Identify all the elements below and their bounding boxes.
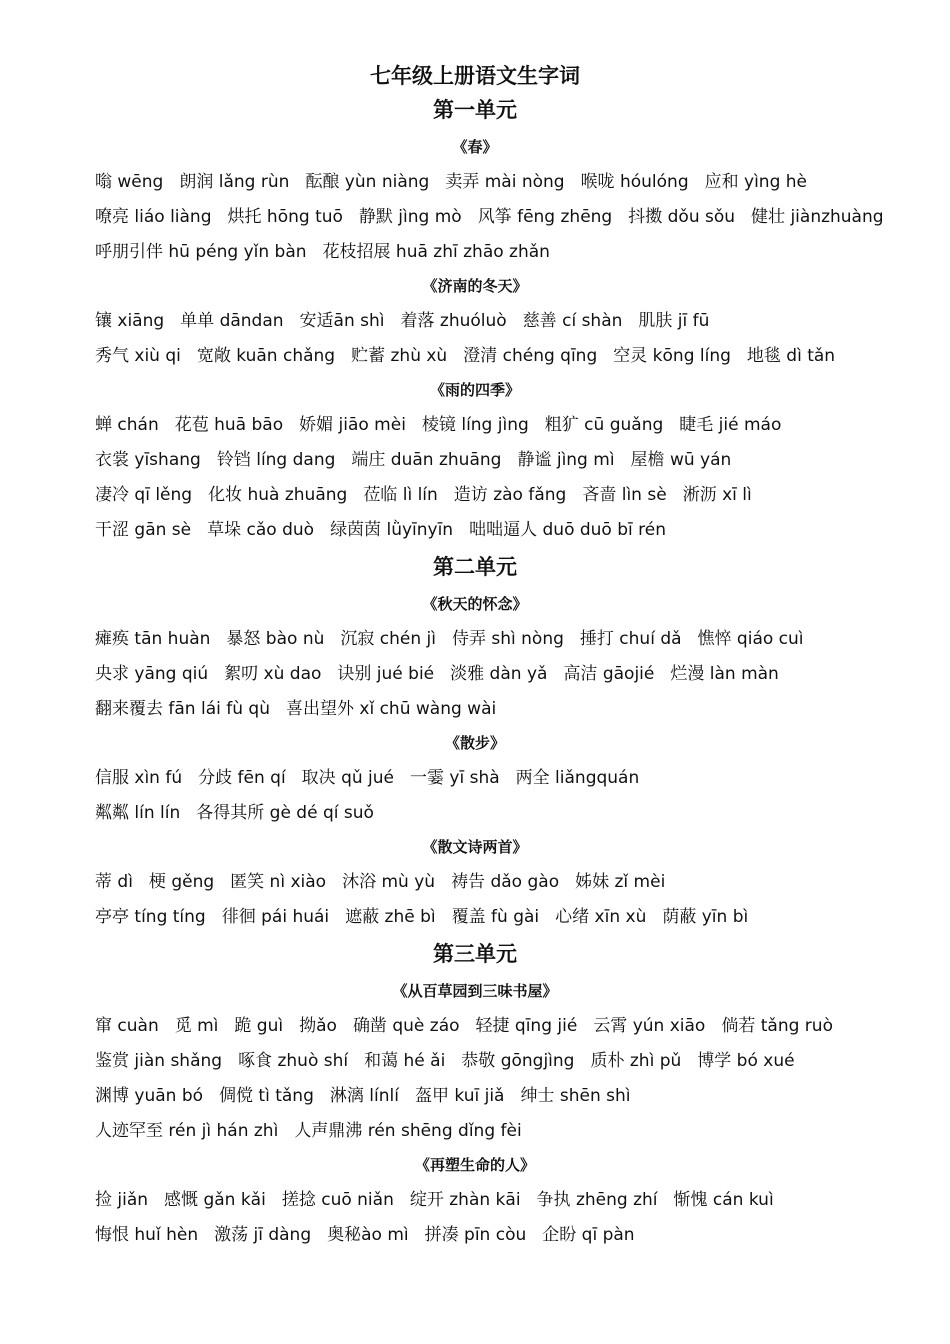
vocabulary-row	[95, 1119, 915, 1143]
vocabulary-row	[95, 905, 915, 929]
lesson-title: 《从百草园到三味书屋》	[392, 982, 558, 1000]
lesson-title: 《雨的四季》	[429, 381, 520, 399]
vocabulary-word: 抖擞 dǒu sǒu	[628, 207, 736, 227]
vocabulary-word: 捡 jiǎn	[95, 1190, 149, 1210]
vocabulary-word: 翻来覆去 fān lái fù qù	[95, 699, 270, 719]
vocabulary-word: 喜出望外 xǐ chū wàng wài	[285, 699, 497, 719]
lesson-title: 《秋天的怀念》	[422, 595, 528, 613]
vocabulary-word: 绅士 shēn shì	[520, 1086, 631, 1106]
vocabulary-word: 徘徊 pái huái	[221, 907, 330, 927]
unit-heading: 第二单元	[433, 555, 517, 579]
vocabulary-row	[95, 483, 915, 507]
vocabulary-row	[95, 518, 915, 542]
vocabulary-row	[95, 801, 915, 825]
vocabulary-word: 亭亭 tíng tíng	[95, 907, 206, 927]
unit-heading: 第三单元	[433, 942, 517, 966]
vocabulary-word: 盔甲 kuī jiǎ	[414, 1086, 505, 1106]
vocabulary-word: 铃铛 líng dang	[216, 450, 336, 470]
lesson-title: 《再塑生命的人》	[414, 1156, 535, 1174]
vocabulary-word: 人迹罕至 rén jì hán zhì	[95, 1121, 279, 1141]
vocabulary-row	[95, 240, 915, 264]
vocabulary-word: 蒂 dì	[95, 872, 133, 892]
vocabulary-word: 草垛 cǎo duò	[207, 520, 315, 540]
vocabulary-word: 倘若 tǎng ruò	[721, 1016, 833, 1036]
vocabulary-word: 干涩 gān sè	[95, 520, 192, 540]
vocabulary-word: 博学 bó xué	[697, 1051, 795, 1071]
vocabulary-word: 睫毛 jié máo	[679, 415, 782, 435]
vocabulary-word: 姊妹 zǐ mèi	[575, 872, 666, 892]
vocabulary-word: 造访 zào fǎng	[453, 485, 567, 505]
vocabulary-word: 云霄 yún xiāo	[593, 1016, 706, 1036]
vocabulary-row	[95, 309, 915, 333]
vocabulary-word: 静默 jìng mò	[358, 207, 462, 227]
vocabulary-word: 嘹亮 liáo liàng	[95, 207, 212, 227]
vocabulary-word: 遮蔽 zhē bì	[345, 907, 436, 927]
vocabulary-word: 人声鼎沸 rén shēng dǐng fèi	[294, 1121, 522, 1141]
vocabulary-row	[95, 1188, 915, 1212]
vocabulary-word: 安适ān shì	[299, 311, 385, 331]
vocabulary-word: 絮叨 xù dao	[224, 664, 322, 684]
vocabulary-word: 确凿 què záo	[352, 1016, 460, 1036]
vocabulary-word: 憔悴 qiáo cuì	[697, 629, 804, 649]
vocabulary-word: 化妆 huà zhuāng	[208, 485, 348, 505]
vocabulary-word: 绽开 zhàn kāi	[409, 1190, 521, 1210]
vocabulary-word: 高洁 gāojié	[563, 664, 655, 684]
vocabulary-word: 健壮 jiànzhuàng	[751, 207, 884, 227]
vocabulary-word: 衣裳 yīshang	[95, 450, 201, 470]
vocabulary-word: 觅 mì	[174, 1016, 219, 1036]
vocabulary-word: 吝啬 lìn sè	[582, 485, 667, 505]
vocabulary-word: 绿茵茵 lǜyīnyīn	[330, 520, 454, 540]
vocabulary-word: 倜傥 tì tǎng	[219, 1086, 314, 1106]
vocabulary-word: 两全 liǎngquán	[515, 768, 640, 788]
vocabulary-word: 棱镜 líng jìng	[421, 415, 529, 435]
vocabulary-word: 质朴 zhì pǔ	[590, 1051, 682, 1071]
vocabulary-word: 静谧 jìng mì	[517, 450, 615, 470]
vocabulary-word: 地毯 dì tǎn	[746, 346, 836, 366]
vocabulary-row	[95, 413, 915, 437]
vocabulary-word: 荫蔽 yīn bì	[662, 907, 749, 927]
vocabulary-word: 淡雅 dàn yǎ	[450, 664, 548, 684]
vocabulary-word: 感慨 gǎn kǎi	[164, 1190, 266, 1210]
document-title: 七年级上册语文生字词	[370, 64, 580, 88]
vocabulary-word: 着落 zhuóluò	[400, 311, 507, 331]
vocabulary-word: 祷告 dǎo gào	[451, 872, 560, 892]
unit-heading: 第一单元	[433, 98, 517, 122]
vocabulary-word: 花苞 huā bāo	[174, 415, 284, 435]
vocabulary-word: 沐浴 mù yù	[342, 872, 436, 892]
vocabulary-word: 烘托 hōng tuō	[227, 207, 343, 227]
vocabulary-row	[95, 205, 915, 229]
vocabulary-word: 朗润 lǎng rùn	[179, 172, 290, 192]
vocabulary-word: 卖弄 mài nòng	[445, 172, 565, 192]
vocabulary-word: 捶打 chuí dǎ	[579, 629, 682, 649]
lesson-title: 《济南的冬天》	[422, 277, 528, 295]
vocabulary-word: 拗ǎo	[299, 1016, 337, 1036]
vocabulary-word: 花枝招展 huā zhī zhāo zhǎn	[322, 242, 550, 262]
vocabulary-word: 慈善 cí shàn	[522, 311, 623, 331]
lesson-title: 《春》	[452, 138, 498, 156]
vocabulary-word: 侍弄 shì nòng	[451, 629, 564, 649]
vocabulary-word: 瘫痪 tān huàn	[95, 629, 211, 649]
vocabulary-word: 一霎 yī shà	[410, 768, 500, 788]
vocabulary-word: 镶 xiāng	[95, 311, 165, 331]
vocabulary-word: 企盼 qī pàn	[542, 1225, 635, 1245]
vocabulary-word: 烂漫 làn màn	[670, 664, 779, 684]
vocabulary-word: 空灵 kōng líng	[613, 346, 731, 366]
vocabulary-word: 娇媚 jiāo mèi	[299, 415, 406, 435]
vocabulary-word: 心绪 xīn xù	[555, 907, 647, 927]
vocabulary-row	[95, 870, 915, 894]
vocabulary-word: 屋檐 wū yán	[630, 450, 732, 470]
vocabulary-word: 宽敞 kuān chǎng	[196, 346, 336, 366]
lesson-title: 《散步》	[444, 734, 505, 752]
vocabulary-word: 应和 yìng hè	[704, 172, 807, 192]
vocabulary-word: 拼凑 pīn còu	[424, 1225, 527, 1245]
vocabulary-word: 和蔼 hé ǎi	[364, 1051, 446, 1071]
vocabulary-word: 各得其所 gè dé qí suǒ	[196, 803, 374, 823]
vocabulary-word: 窜 cuàn	[95, 1016, 159, 1036]
vocabulary-row	[95, 1049, 915, 1073]
vocabulary-word: 肌肤 jī fū	[638, 311, 710, 331]
vocabulary-word: 粼粼 lín lín	[95, 803, 181, 823]
vocabulary-row	[95, 1223, 915, 1247]
vocabulary-word: 蝉 chán	[95, 415, 159, 435]
vocabulary-word: 匿笑 nì xiào	[230, 872, 327, 892]
vocabulary-row	[95, 448, 915, 472]
vocabulary-word: 恭敬 gōngjìng	[461, 1051, 575, 1071]
vocabulary-word: 搓捻 cuō niǎn	[281, 1190, 394, 1210]
lesson-title: 《散文诗两首》	[422, 838, 528, 856]
vocabulary-word: 鉴赏 jiàn shǎng	[95, 1051, 223, 1071]
vocabulary-word: 暴怒 bào nù	[226, 629, 325, 649]
vocabulary-word: 淋漓 línlí	[329, 1086, 399, 1106]
vocabulary-word: 覆盖 fù gài	[451, 907, 540, 927]
vocabulary-row	[95, 766, 915, 790]
vocabulary-word: 嗡 wēng	[95, 172, 164, 192]
vocabulary-word: 莅临 lì lín	[363, 485, 438, 505]
vocabulary-word: 梗 gěng	[148, 872, 215, 892]
vocabulary-word: 酝酿 yùn niàng	[305, 172, 430, 192]
vocabulary-word: 呼朋引伴 hū péng yǐn bàn	[95, 242, 307, 262]
vocabulary-row	[95, 627, 915, 651]
vocabulary-word: 惭愧 cán kuì	[673, 1190, 774, 1210]
vocabulary-word: 激荡 jī dàng	[214, 1225, 312, 1245]
vocabulary-word: 悔恨 huǐ hèn	[95, 1225, 199, 1245]
vocabulary-word: 粗犷 cū guǎng	[544, 415, 664, 435]
vocabulary-word: 轻捷 qīng jié	[475, 1016, 578, 1036]
vocabulary-row	[95, 170, 915, 194]
vocabulary-word: 风筝 fēng zhēng	[477, 207, 613, 227]
vocabulary-word: 跪 guì	[234, 1016, 284, 1036]
vocabulary-row	[95, 344, 915, 368]
vocabulary-row	[95, 662, 915, 686]
vocabulary-word: 取决 qǔ jué	[301, 768, 395, 788]
vocabulary-word: 啄食 zhuò shí	[238, 1051, 349, 1071]
vocabulary-word: 分歧 fēn qí	[198, 768, 286, 788]
vocabulary-word: 凄冷 qī lěng	[95, 485, 193, 505]
vocabulary-word: 端庄 duān zhuāng	[351, 450, 502, 470]
vocabulary-row	[95, 697, 915, 721]
vocabulary-word: 央求 yāng qiú	[95, 664, 209, 684]
vocabulary-word: 争执 zhēng zhí	[536, 1190, 658, 1210]
vocabulary-word: 澄清 chéng qīng	[463, 346, 598, 366]
vocabulary-word: 单单 dāndan	[180, 311, 284, 331]
vocabulary-word: 喉咙 hóulóng	[580, 172, 689, 192]
vocabulary-row	[95, 1084, 915, 1108]
vocabulary-row	[95, 1014, 915, 1038]
vocabulary-word: 沉寂 chén jì	[340, 629, 436, 649]
vocabulary-word: 咄咄逼人 duō duō bī rén	[469, 520, 667, 540]
vocabulary-word: 渊博 yuān bó	[95, 1086, 204, 1106]
vocabulary-word: 贮蓄 zhù xù	[351, 346, 448, 366]
vocabulary-word: 秀气 xiù qi	[95, 346, 181, 366]
vocabulary-word: 信服 xìn fú	[95, 768, 183, 788]
vocabulary-word: 奥秘ào mì	[327, 1225, 409, 1245]
vocabulary-word: 淅沥 xī lì	[682, 485, 752, 505]
vocabulary-word: 诀别 jué bié	[337, 664, 435, 684]
